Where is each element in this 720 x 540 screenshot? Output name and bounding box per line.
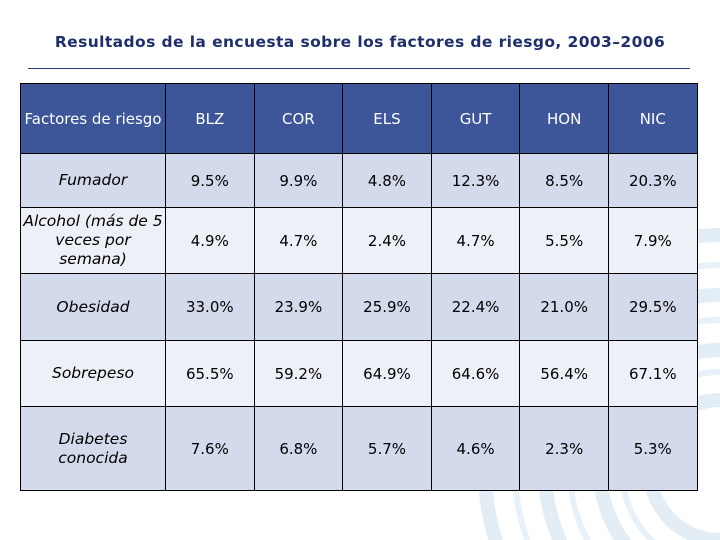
table-cell: 20.3%: [608, 154, 697, 208]
column-header-factor: Factores de riesgo: [21, 84, 166, 154]
table-cell: 7.6%: [166, 407, 255, 491]
risk-factors-table: [20, 83, 698, 491]
table-cell: 64.6%: [431, 341, 520, 407]
table-cell: 5.3%: [608, 407, 697, 491]
table-cell: 6.8%: [254, 407, 343, 491]
table-cell: 9.9%: [254, 154, 343, 208]
table-cell: 4.7%: [431, 208, 520, 274]
table-cell: 7.9%: [608, 208, 697, 274]
table-cell: 23.9%: [254, 274, 343, 341]
row-label: Fumador: [21, 154, 166, 208]
title-divider: [28, 68, 690, 69]
table-cell: 29.5%: [608, 274, 697, 341]
table-header-row: [21, 84, 698, 154]
table-cell: 12.3%: [431, 154, 520, 208]
row-label: Sobrepeso: [21, 341, 166, 407]
column-header-els: ELS: [343, 84, 432, 154]
table-cell: 22.4%: [431, 274, 520, 341]
table-row: [21, 407, 698, 491]
column-header-hon: HON: [520, 84, 609, 154]
table-cell: 4.9%: [166, 208, 255, 274]
page-title: Resultados de la encuesta sobre los factores de riesgo, 2003–2006: [54, 33, 666, 51]
table-cell: 64.9%: [343, 341, 432, 407]
table-cell: 21.0%: [520, 274, 609, 341]
table-cell: 5.5%: [520, 208, 609, 274]
table-cell: 67.1%: [608, 341, 697, 407]
table-cell: 2.4%: [343, 208, 432, 274]
table-cell: 59.2%: [254, 341, 343, 407]
table-cell: 8.5%: [520, 154, 609, 208]
column-header-blz: BLZ: [166, 84, 255, 154]
table-row: [21, 274, 698, 341]
table-cell: 25.9%: [343, 274, 432, 341]
table-cell: 65.5%: [166, 341, 255, 407]
row-label: Obesidad: [21, 274, 166, 341]
table-cell: 2.3%: [520, 407, 609, 491]
column-header-cor: COR: [254, 84, 343, 154]
table-row: [21, 154, 698, 208]
column-header-gut: GUT: [431, 84, 520, 154]
column-header-nic: NIC: [608, 84, 697, 154]
table-row: [21, 208, 698, 274]
row-label: Alcohol (más de 5 veces por semana): [21, 208, 166, 274]
table-cell: 4.7%: [254, 208, 343, 274]
table-cell: 9.5%: [166, 154, 255, 208]
table-cell: 4.6%: [431, 407, 520, 491]
table-cell: 56.4%: [520, 341, 609, 407]
row-label: Diabetes conocida: [21, 407, 166, 491]
table-cell: 33.0%: [166, 274, 255, 341]
table-cell: 5.7%: [343, 407, 432, 491]
table-cell: 4.8%: [343, 154, 432, 208]
table-row: [21, 341, 698, 407]
